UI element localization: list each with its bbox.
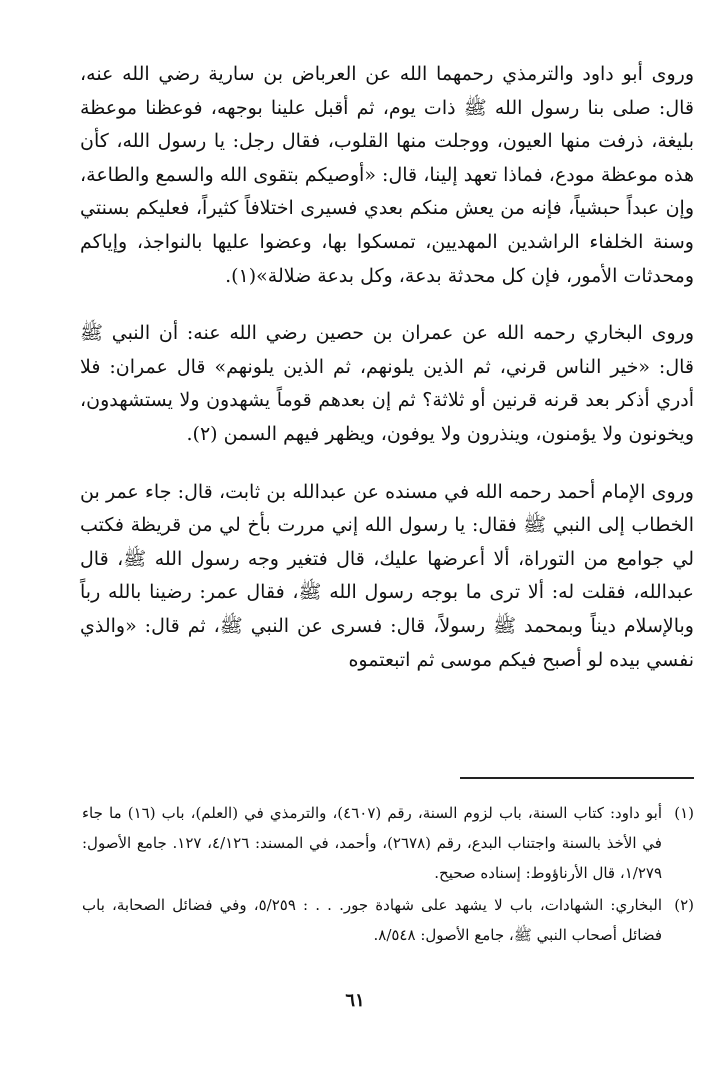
footnote-text: البخاري: الشهادات، باب لا يشهد على شهادة جور. . . : ٥/٢٥٩، وفي فضائل الصحابة، باب فضائل أصحاب النبي ﷺ، جامع الأصول: ٨/٥٤٨.: [82, 896, 662, 944]
footnote-divider: [460, 777, 694, 779]
footnotes: [82, 798, 694, 950]
footnote-2: [82, 890, 694, 950]
footnote-1: [82, 798, 694, 888]
main-text: [80, 58, 694, 677]
paragraph-hadith-ahmad: وروى الإمام أحمد رحمه الله في مسنده عن عبدالله بن ثابت، قال: جاء عمر بن الخطاب إلى النبي ﷺ فقال: يا رسول الله إني مررت بأخ لي من قريظة فكتب لي جوامع من التوراة، ألا أعرضها عليك، قال فتغير وجه رسول الله ﷺ، قال عبدالله، فقلت له: ألا ترى ما بوجه رسول الله ﷺ، فقال عمر: رضينا بالله رباً وبالإسلام ديناً وبمحمد ﷺ رسولاً، قال: فسرى عن النبي ﷺ، ثم قال: «والذي نفسي بيده لو أصبح فيكم موسى ثم اتبعتموه: [80, 480, 694, 671]
paragraph-hadith-imran: وروى البخاري رحمه الله عن عمران بن حصين رضي الله عنه: أن النبي ﷺ قال: «خير الناس قرني، ثم الذين يلونهم، ثم الذين يلونهم» قال عمران: فلا أدري أذكر بعد قرنه قرنين أو ثلاثة؟ ثم إن بعدهم قوماً يشهدون ولا يستشهدون، ويخونون ولا يؤمنون، وينذرون ولا يوفون، ويظهر فيهم السمن (٢).: [80, 322, 694, 445]
paragraph-hadith-irbad: وروى أبو داود والترمذي رحمهما الله عن العرباض بن سارية رضي الله عنه، قال: صلى بنا رسول الله ﷺ ذات يوم، ثم أقبل علينا بوجهه، فوعظنا موعظة بليغة، ذرفت منها العيون، ووجلت منها القلوب، فقال رجل: يا رسول الله، كأن هذه موعظة مودع، فماذا تعهد إلينا، قال: «أوصيكم بتقوى الله والسمع والطاعة، وإن عبداً حبشياً، فإنه من يعش منكم بعدي فسيرى اختلافاً كثيراً، فعليكم بسنتي وسنة الخلفاء الراشدين المهديين، تمسكوا بها، وعضوا عليها بالنواجذ، وإياكم ومحدثات الأمور، فإن كل محدثة بدعة، وكل بدعة ضلالة»(١).: [80, 63, 694, 287]
footnote-number: (٢): [674, 896, 694, 914]
footnote-number: (١): [674, 804, 694, 822]
page-number: ٦١: [345, 990, 365, 1011]
footnote-text: أبو داود: كتاب السنة، باب لزوم السنة، رقم (٤٦٠٧)، والترمذي في (العلم)، باب (١٦) ما جاء في الأخذ بالسنة واجتناب البدع، رقم (٢٦٧٨)، وأحمد، في المسند: ٤/١٢٦، ١٢٧. جامع الأصول: ١/٢٧٩، قال الأرناؤوط: إسناده صحيح.: [82, 804, 663, 882]
